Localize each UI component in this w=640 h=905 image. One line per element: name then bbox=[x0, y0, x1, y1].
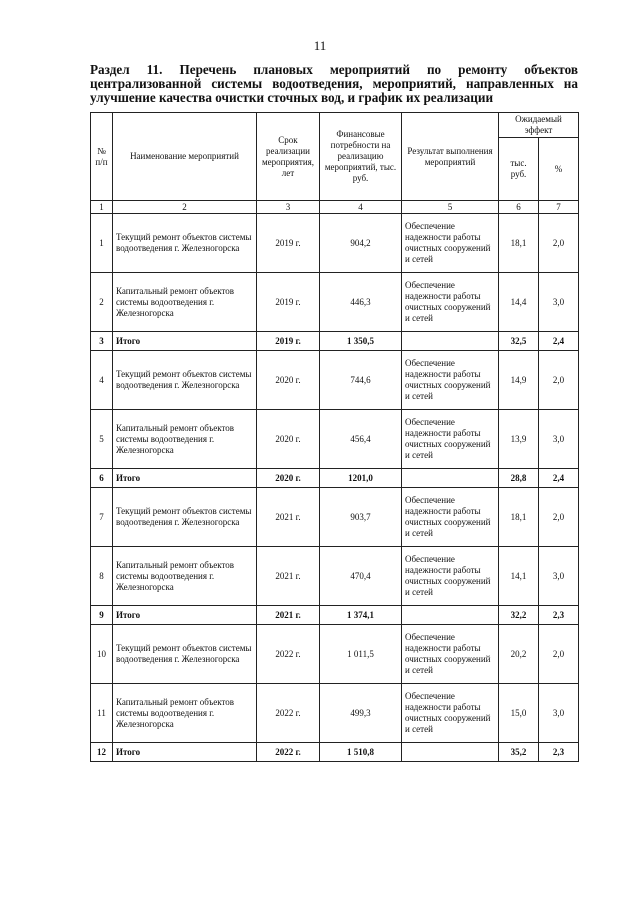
row-number: 6 bbox=[91, 469, 113, 488]
activity-finance: 903,7 bbox=[320, 488, 402, 547]
effect-thousand-rub: 14,4 bbox=[499, 273, 539, 332]
row-number: 3 bbox=[91, 332, 113, 351]
section-title: Раздел 11. Перечень плановых мероприятий по ремонту объектов централизованной системы водоотведения, мероприятий, направленных на улучшение качества очистки сточных вод, и график их реализации bbox=[90, 62, 578, 105]
table-row bbox=[91, 410, 579, 469]
row-number: 8 bbox=[91, 547, 113, 606]
column-number: 5 bbox=[402, 201, 499, 214]
table-row bbox=[91, 214, 579, 273]
activity-year: 2021 г. bbox=[257, 488, 320, 547]
activity-finance: 499,3 bbox=[320, 684, 402, 743]
activity-year: 2019 г. bbox=[257, 332, 320, 351]
column-number: 1 bbox=[91, 201, 113, 214]
activity-name: Капитальный ремонт объектов системы водоотведения г. Железногорска bbox=[113, 410, 257, 469]
activity-year: 2020 г. bbox=[257, 410, 320, 469]
activity-result: Обеспечение надежности работы очистных сооружений и сетей bbox=[402, 351, 499, 410]
effect-percent: 2,4 bbox=[539, 332, 579, 351]
effect-thousand-rub: 35,2 bbox=[499, 743, 539, 762]
activity-finance: 1 374,1 bbox=[320, 606, 402, 625]
activity-name: Текущий ремонт объектов системы водоотведения г. Железногорска bbox=[113, 214, 257, 273]
activity-finance: 446,3 bbox=[320, 273, 402, 332]
table-row bbox=[91, 351, 579, 410]
row-number: 12 bbox=[91, 743, 113, 762]
effect-thousand-rub: 13,9 bbox=[499, 410, 539, 469]
effect-thousand-rub: 28,8 bbox=[499, 469, 539, 488]
column-number: 2 bbox=[113, 201, 257, 214]
row-number: 5 bbox=[91, 410, 113, 469]
activity-result bbox=[402, 606, 499, 625]
table-row bbox=[91, 547, 579, 606]
activity-name: Текущий ремонт объектов системы водоотведения г. Железногорска bbox=[113, 351, 257, 410]
activity-name: Итого bbox=[113, 469, 257, 488]
row-number: 9 bbox=[91, 606, 113, 625]
activity-year: 2022 г. bbox=[257, 684, 320, 743]
header-effect-abs: тыс. руб. bbox=[499, 138, 539, 201]
activity-year: 2019 г. bbox=[257, 273, 320, 332]
activity-name: Капитальный ремонт объектов системы водоотведения г. Железногорска bbox=[113, 684, 257, 743]
activity-year: 2020 г. bbox=[257, 351, 320, 410]
row-number: 2 bbox=[91, 273, 113, 332]
header-finance: Финансовые потребности на реализацию мероприятий, тыс. руб. bbox=[320, 113, 402, 201]
effect-percent: 2,0 bbox=[539, 351, 579, 410]
effect-percent: 3,0 bbox=[539, 684, 579, 743]
activity-result: Обеспечение надежности работы очистных сооружений и сетей bbox=[402, 684, 499, 743]
activity-result bbox=[402, 743, 499, 762]
effect-thousand-rub: 18,1 bbox=[499, 488, 539, 547]
activity-year: 2022 г. bbox=[257, 743, 320, 762]
activity-year: 2019 г. bbox=[257, 214, 320, 273]
activities-table bbox=[90, 112, 579, 762]
activity-name: Итого bbox=[113, 606, 257, 625]
activity-finance: 1 011,5 bbox=[320, 625, 402, 684]
column-number-row bbox=[91, 201, 579, 214]
activity-year: 2021 г. bbox=[257, 547, 320, 606]
activity-finance: 470,4 bbox=[320, 547, 402, 606]
effect-thousand-rub: 32,2 bbox=[499, 606, 539, 625]
activity-finance: 456,4 bbox=[320, 410, 402, 469]
activity-result: Обеспечение надежности работы очистных сооружений и сетей bbox=[402, 410, 499, 469]
activity-result bbox=[402, 469, 499, 488]
header-effect-pct: % bbox=[539, 138, 579, 201]
activity-name: Капитальный ремонт объектов системы водоотведения г. Железногорска bbox=[113, 273, 257, 332]
row-number: 1 bbox=[91, 214, 113, 273]
effect-percent: 3,0 bbox=[539, 273, 579, 332]
table-total-row bbox=[91, 469, 579, 488]
effect-thousand-rub: 14,9 bbox=[499, 351, 539, 410]
effect-percent: 2,0 bbox=[539, 625, 579, 684]
activity-name: Текущий ремонт объектов системы водоотведения г. Железногорска bbox=[113, 488, 257, 547]
activity-finance: 904,2 bbox=[320, 214, 402, 273]
effect-thousand-rub: 15,0 bbox=[499, 684, 539, 743]
activity-name: Итого bbox=[113, 332, 257, 351]
effect-percent: 3,0 bbox=[539, 410, 579, 469]
effect-percent: 3,0 bbox=[539, 547, 579, 606]
header-effect: Ожидаемый эффект bbox=[499, 113, 579, 138]
row-number: 4 bbox=[91, 351, 113, 410]
column-number: 4 bbox=[320, 201, 402, 214]
column-number: 6 bbox=[499, 201, 539, 214]
header-num: № п/п bbox=[91, 113, 113, 201]
table-row bbox=[91, 273, 579, 332]
activity-year: 2020 г. bbox=[257, 469, 320, 488]
activity-year: 2021 г. bbox=[257, 606, 320, 625]
activity-finance: 1 350,5 bbox=[320, 332, 402, 351]
table-total-row bbox=[91, 743, 579, 762]
activity-finance: 1 510,8 bbox=[320, 743, 402, 762]
activity-result: Обеспечение надежности работы очистных сооружений и сетей bbox=[402, 214, 499, 273]
column-number: 3 bbox=[257, 201, 320, 214]
table-total-row bbox=[91, 332, 579, 351]
row-number: 10 bbox=[91, 625, 113, 684]
effect-thousand-rub: 32,5 bbox=[499, 332, 539, 351]
header-result: Результат выполнения мероприятий bbox=[402, 113, 499, 201]
column-number: 7 bbox=[539, 201, 579, 214]
effect-thousand-rub: 18,1 bbox=[499, 214, 539, 273]
effect-thousand-rub: 14,1 bbox=[499, 547, 539, 606]
activity-name: Текущий ремонт объектов системы водоотведения г. Железногорска bbox=[113, 625, 257, 684]
activity-finance: 1201,0 bbox=[320, 469, 402, 488]
table-row bbox=[91, 488, 579, 547]
header-name: Наименование мероприятий bbox=[113, 113, 257, 201]
row-number: 11 bbox=[91, 684, 113, 743]
effect-percent: 2,0 bbox=[539, 488, 579, 547]
table-row bbox=[91, 684, 579, 743]
effect-percent: 2,4 bbox=[539, 469, 579, 488]
effect-percent: 2,3 bbox=[539, 606, 579, 625]
activity-result: Обеспечение надежности работы очистных сооружений и сетей bbox=[402, 547, 499, 606]
page-number: 11 bbox=[313, 38, 327, 53]
header-period: Срок реализации мероприятия, лет bbox=[257, 113, 320, 201]
activity-finance: 744,6 bbox=[320, 351, 402, 410]
activity-year: 2022 г. bbox=[257, 625, 320, 684]
effect-percent: 2,3 bbox=[539, 743, 579, 762]
table-total-row bbox=[91, 606, 579, 625]
effect-percent: 2,0 bbox=[539, 214, 579, 273]
activity-name: Капитальный ремонт объектов системы водоотведения г. Железногорска bbox=[113, 547, 257, 606]
effect-thousand-rub: 20,2 bbox=[499, 625, 539, 684]
activity-result bbox=[402, 332, 499, 351]
activity-result: Обеспечение надежности работы очистных сооружений и сетей bbox=[402, 273, 499, 332]
activity-name: Итого bbox=[113, 743, 257, 762]
table-row bbox=[91, 625, 579, 684]
activity-result: Обеспечение надежности работы очистных сооружений и сетей bbox=[402, 488, 499, 547]
row-number: 7 bbox=[91, 488, 113, 547]
activity-result: Обеспечение надежности работы очистных сооружений и сетей bbox=[402, 625, 499, 684]
